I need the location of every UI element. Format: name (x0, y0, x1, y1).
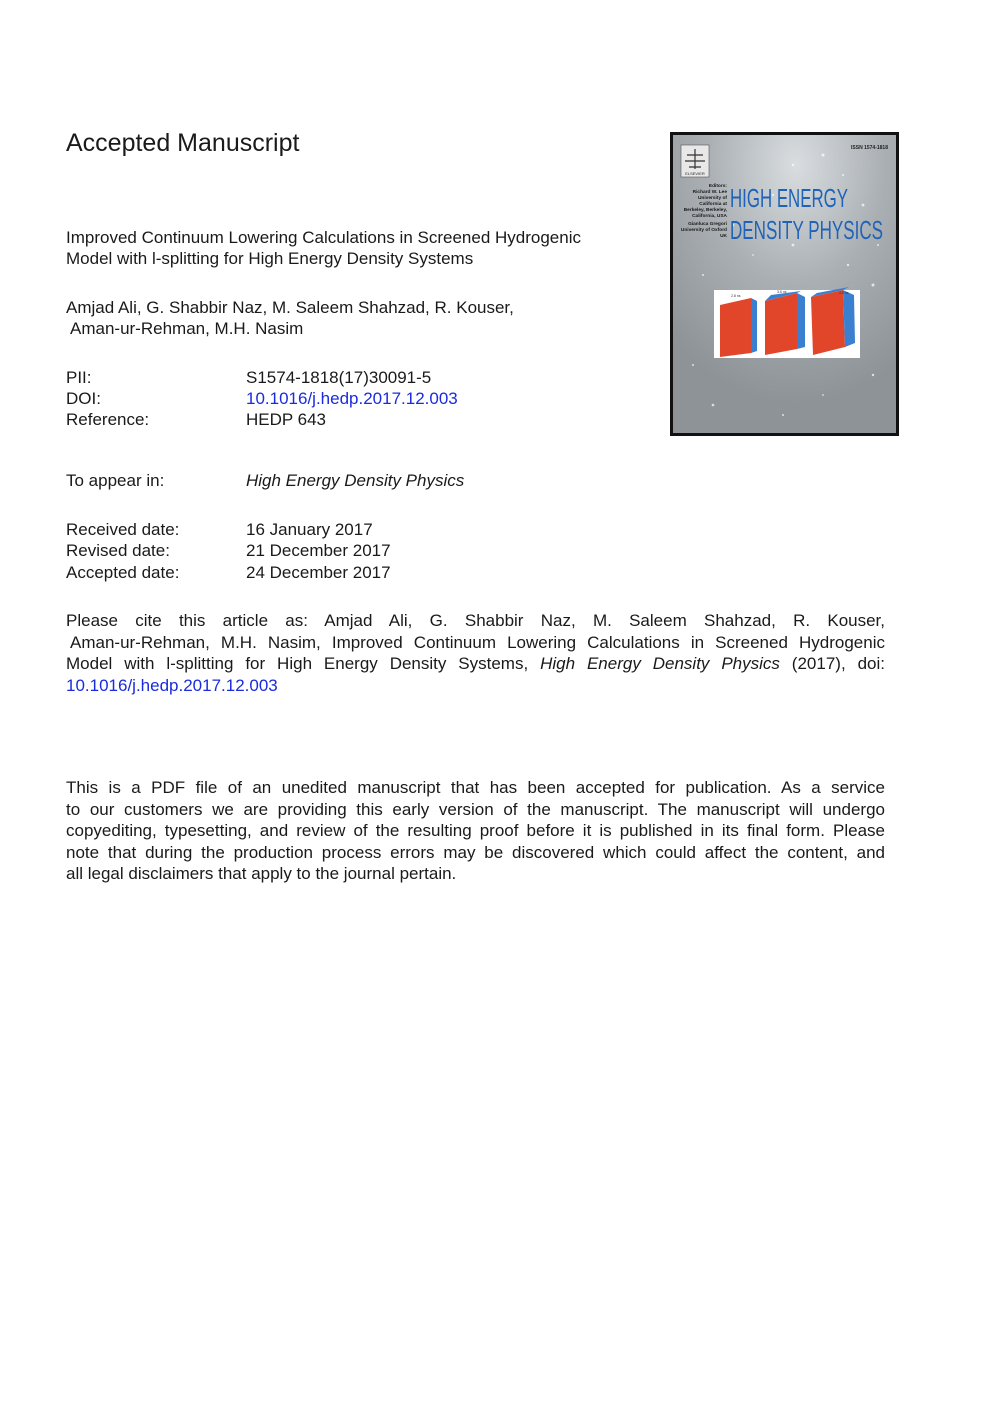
revised-label: Revised date: (66, 541, 170, 560)
citation-paragraph (66, 610, 885, 696)
reference-row (66, 409, 326, 430)
appear-label: To appear in: (66, 471, 165, 490)
disclaimer-line: to our customers we are providing this early version of the manuscript. The manuscript will undergo (66, 799, 885, 819)
citation-line (66, 653, 885, 675)
cover-editor-line: University of (697, 196, 727, 201)
citation-text: (2017), doi: (791, 654, 885, 673)
cover-editor-line: California at (699, 202, 727, 207)
article-title (66, 227, 646, 269)
cover-journal-title-line1: HIGH ENERGY (730, 183, 848, 213)
pii-label: PII: (66, 368, 92, 387)
cover-editor-line: UK (720, 234, 727, 239)
cover-figure-label: 4.8 ns (839, 291, 849, 295)
author-list (66, 297, 626, 339)
article-title-line: Model with l-splitting for High Energy Density Systems (66, 249, 474, 268)
pii-value: S1574-1818(17)30091-5 (246, 368, 432, 387)
cover-background (673, 135, 896, 433)
citation-text: Model with l-splitting for High Energy Density Systems, (66, 654, 529, 673)
reference-label: Reference: (66, 410, 150, 429)
author-line: Aman-ur-Rehman, M.H. Nasim (70, 319, 304, 338)
cover-editor-line: Richard W. Lee (692, 190, 727, 195)
publisher-name: ELSEVIER (685, 171, 705, 176)
appear-row (66, 470, 464, 491)
journal-name: High Energy Density Physics (246, 471, 465, 490)
accepted-row (66, 562, 391, 583)
cover-journal-title-line2: DENSITY PHYSICS (730, 215, 883, 245)
cover-figure-label: 3.6 ns (777, 290, 787, 294)
article-title-line: Improved Continuum Lowering Calculations in Screened Hydrogenic (66, 228, 581, 247)
disclaimer-paragraph (66, 777, 885, 885)
doi-row (66, 388, 458, 409)
doi-link[interactable]: 10.1016/j.hedp.2017.12.003 (246, 389, 458, 408)
journal-cover-image (670, 132, 899, 436)
page-heading: Accepted Manuscript (66, 129, 300, 157)
cover-issn: ISSN 1574-1818 (851, 145, 888, 151)
citation-line: Please cite this article as: Amjad Ali, G. Shabbir Naz, M. Saleem Shahzad, R. Kouser, (66, 611, 885, 630)
disclaimer-line: copyediting, typesetting, and review of the resulting proof before it is published in its final form. Please (66, 821, 885, 840)
author-line: Amjad Ali, G. Shabbir Naz, M. Saleem Shahzad, R. Kouser, (66, 298, 514, 317)
cover-editor-line: Gianluca Gregori (688, 222, 727, 227)
disclaimer-line: note that during the production process errors may be discovered which could affect the content, and (66, 842, 885, 862)
citation-doi-link[interactable]: 10.1016/j.hedp.2017.12.003 (66, 675, 278, 695)
cover-editor-line: Editors: (708, 184, 727, 189)
cover-editor-line: California, USA (692, 214, 727, 219)
citation-line (66, 675, 885, 697)
pii-row (66, 367, 431, 388)
cover-figure-label: 2.8 ns (731, 294, 741, 298)
citation-journal: High Energy Density Physics (540, 654, 780, 673)
revised-row (66, 540, 391, 561)
reference-value: HEDP 643 (246, 410, 327, 429)
citation-line: Aman-ur-Rehman, M.H. Nasim, Improved Continuum Lowering Calculations in Screened Hydrogenic (70, 632, 885, 652)
received-value: 16 January 2017 (246, 520, 373, 539)
accepted-value: 24 December 2017 (246, 563, 391, 582)
disclaimer-line: all legal disclaimers that apply to the journal pertain. (66, 864, 457, 883)
revised-value: 21 December 2017 (246, 541, 391, 560)
cover-editor-line: Berkeley, Berkeley, (683, 208, 727, 213)
accepted-label: Accepted date: (66, 563, 180, 582)
journal-cover-art (673, 135, 896, 433)
doi-label: DOI: (66, 389, 101, 408)
received-row (66, 519, 373, 540)
received-label: Received date: (66, 520, 180, 539)
cover-editor-line: University of Oxford (680, 228, 727, 233)
disclaimer-line: This is a PDF file of an unedited manuscript that has been accepted for publication. As a service (66, 778, 885, 797)
